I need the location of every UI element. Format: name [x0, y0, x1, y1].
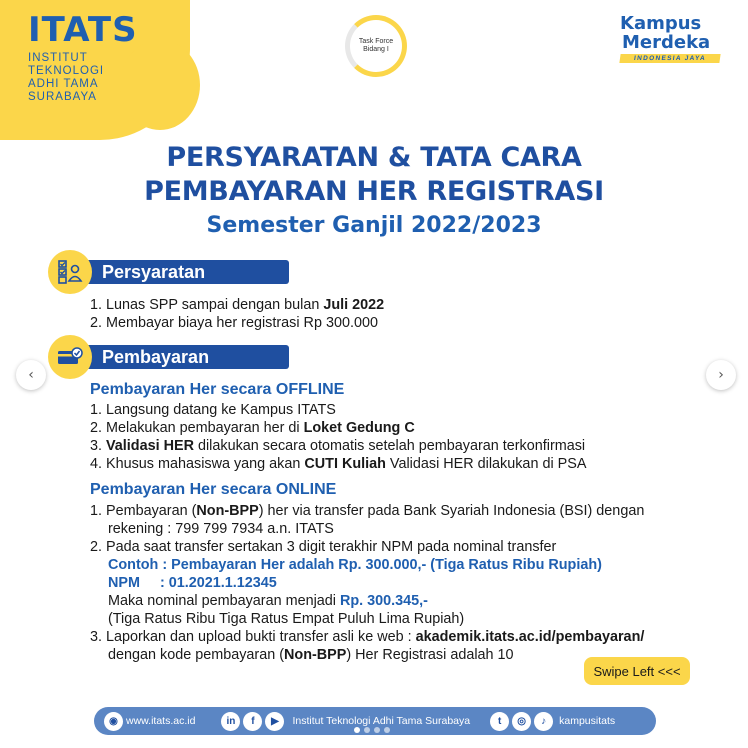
footer-institution: Institut Teknologi Adhi Tama Surabaya: [292, 715, 471, 727]
persyaratan-header: [48, 258, 289, 286]
carousel-dot-active[interactable]: [354, 727, 360, 733]
carousel-prev-button[interactable]: ‹: [16, 360, 46, 390]
youtube-icon[interactable]: ▶: [265, 712, 284, 731]
checklist-icon: [48, 250, 92, 294]
page-title-line2: PEMBAYARAN HER REGISTRASI: [144, 176, 604, 207]
list-item: 1. Langsung datang ke Kampus ITATS: [90, 402, 336, 418]
itats-brand: ITATS: [28, 10, 138, 50]
online-heading: Pembayaran Her secara ONLINE: [90, 481, 337, 498]
taskforce-logo: Task Force Bidang I: [345, 15, 407, 77]
online-list: [90, 502, 644, 664]
payment-card-icon: [48, 335, 92, 379]
nominal-line: Maka nominal pembayaran menjadi Rp. 300.345,-: [108, 593, 428, 609]
list-item: 3. Validasi HER dilakukan secara otomatis setelah pembayaran terkonfirmasi: [90, 438, 586, 454]
itats-logo: [28, 12, 138, 104]
list-item: 1. Pembayaran (Non-BPP) her via transfer pada Bank Syariah Indonesia (BSI) dengan: [90, 503, 645, 519]
kampus-merdeka-logo: Kampus Merdeka INDONESIA JAYA: [620, 14, 720, 63]
persyaratan-list: [90, 296, 384, 332]
list-item: 2. Pada saat transfer sertakan 3 digit terakhir NPM pada nominal transfer: [90, 539, 557, 555]
example-npm: NPM : 01.2021.1.12345: [108, 575, 277, 591]
list-item: 4. Khusus mahasiswa yang akan CUTI Kuliah Validasi HER dilakukan di PSA: [90, 456, 587, 472]
footer-handle[interactable]: kampusitats: [559, 715, 616, 727]
globe-icon: ◉: [104, 712, 123, 731]
tiktok-icon[interactable]: ♪: [534, 712, 553, 731]
twitter-icon[interactable]: t: [490, 712, 509, 731]
swipe-left-badge: Swipe Left <<<: [584, 657, 690, 685]
carousel-dots: [354, 727, 390, 733]
list-item: rekening : 799 799 7934 a.n. ITATS: [108, 521, 334, 537]
carousel-dot[interactable]: [364, 727, 370, 733]
offline-list: [90, 401, 586, 473]
carousel-dot[interactable]: [384, 727, 390, 733]
footer-website[interactable]: www.itats.ac.id: [126, 715, 196, 727]
list-item: 2. Melakukan pembayaran her di Loket Gedung C: [90, 420, 415, 436]
carousel-next-button[interactable]: ›: [706, 360, 736, 390]
offline-heading: Pembayaran Her secara OFFLINE: [90, 381, 345, 398]
facebook-icon[interactable]: f: [243, 712, 262, 731]
page-title-line1: PERSYARATAN & TATA CARA: [166, 142, 582, 173]
page-subtitle: Semester Ganjil 2022/2023: [206, 213, 542, 238]
itats-subtitle: INSTITUT TEKNOLOGI ADHI TAMA SURABAYA: [28, 52, 105, 103]
pembayaran-header: [48, 343, 289, 371]
nominal-words: (Tiga Ratus Ribu Tiga Ratus Empat Puluh Lima Rupiah): [108, 611, 465, 627]
list-item: dengan kode pembayaran (Non-BPP) Her Registrasi adalah 10: [108, 647, 514, 663]
example-line: Contoh : Pembayaran Her adalah Rp. 300.000,- (Tiga Ratus Ribu Rupiah): [108, 557, 602, 573]
persyaratan-heading: Persyaratan: [84, 260, 289, 284]
list-item: 3. Laporkan dan upload bukti transfer asli ke web : akademik.itats.ac.id/pembayaran/: [90, 629, 645, 645]
pembayaran-heading: Pembayaran: [84, 345, 289, 369]
instagram-icon[interactable]: ◎: [512, 712, 531, 731]
list-item: 2. Membayar biaya her registrasi Rp 300.000: [90, 315, 378, 331]
linkedin-icon[interactable]: in: [221, 712, 240, 731]
carousel-dot[interactable]: [374, 727, 380, 733]
list-item: 1. Lunas SPP sampai dengan bulan Juli 2022: [90, 297, 385, 313]
